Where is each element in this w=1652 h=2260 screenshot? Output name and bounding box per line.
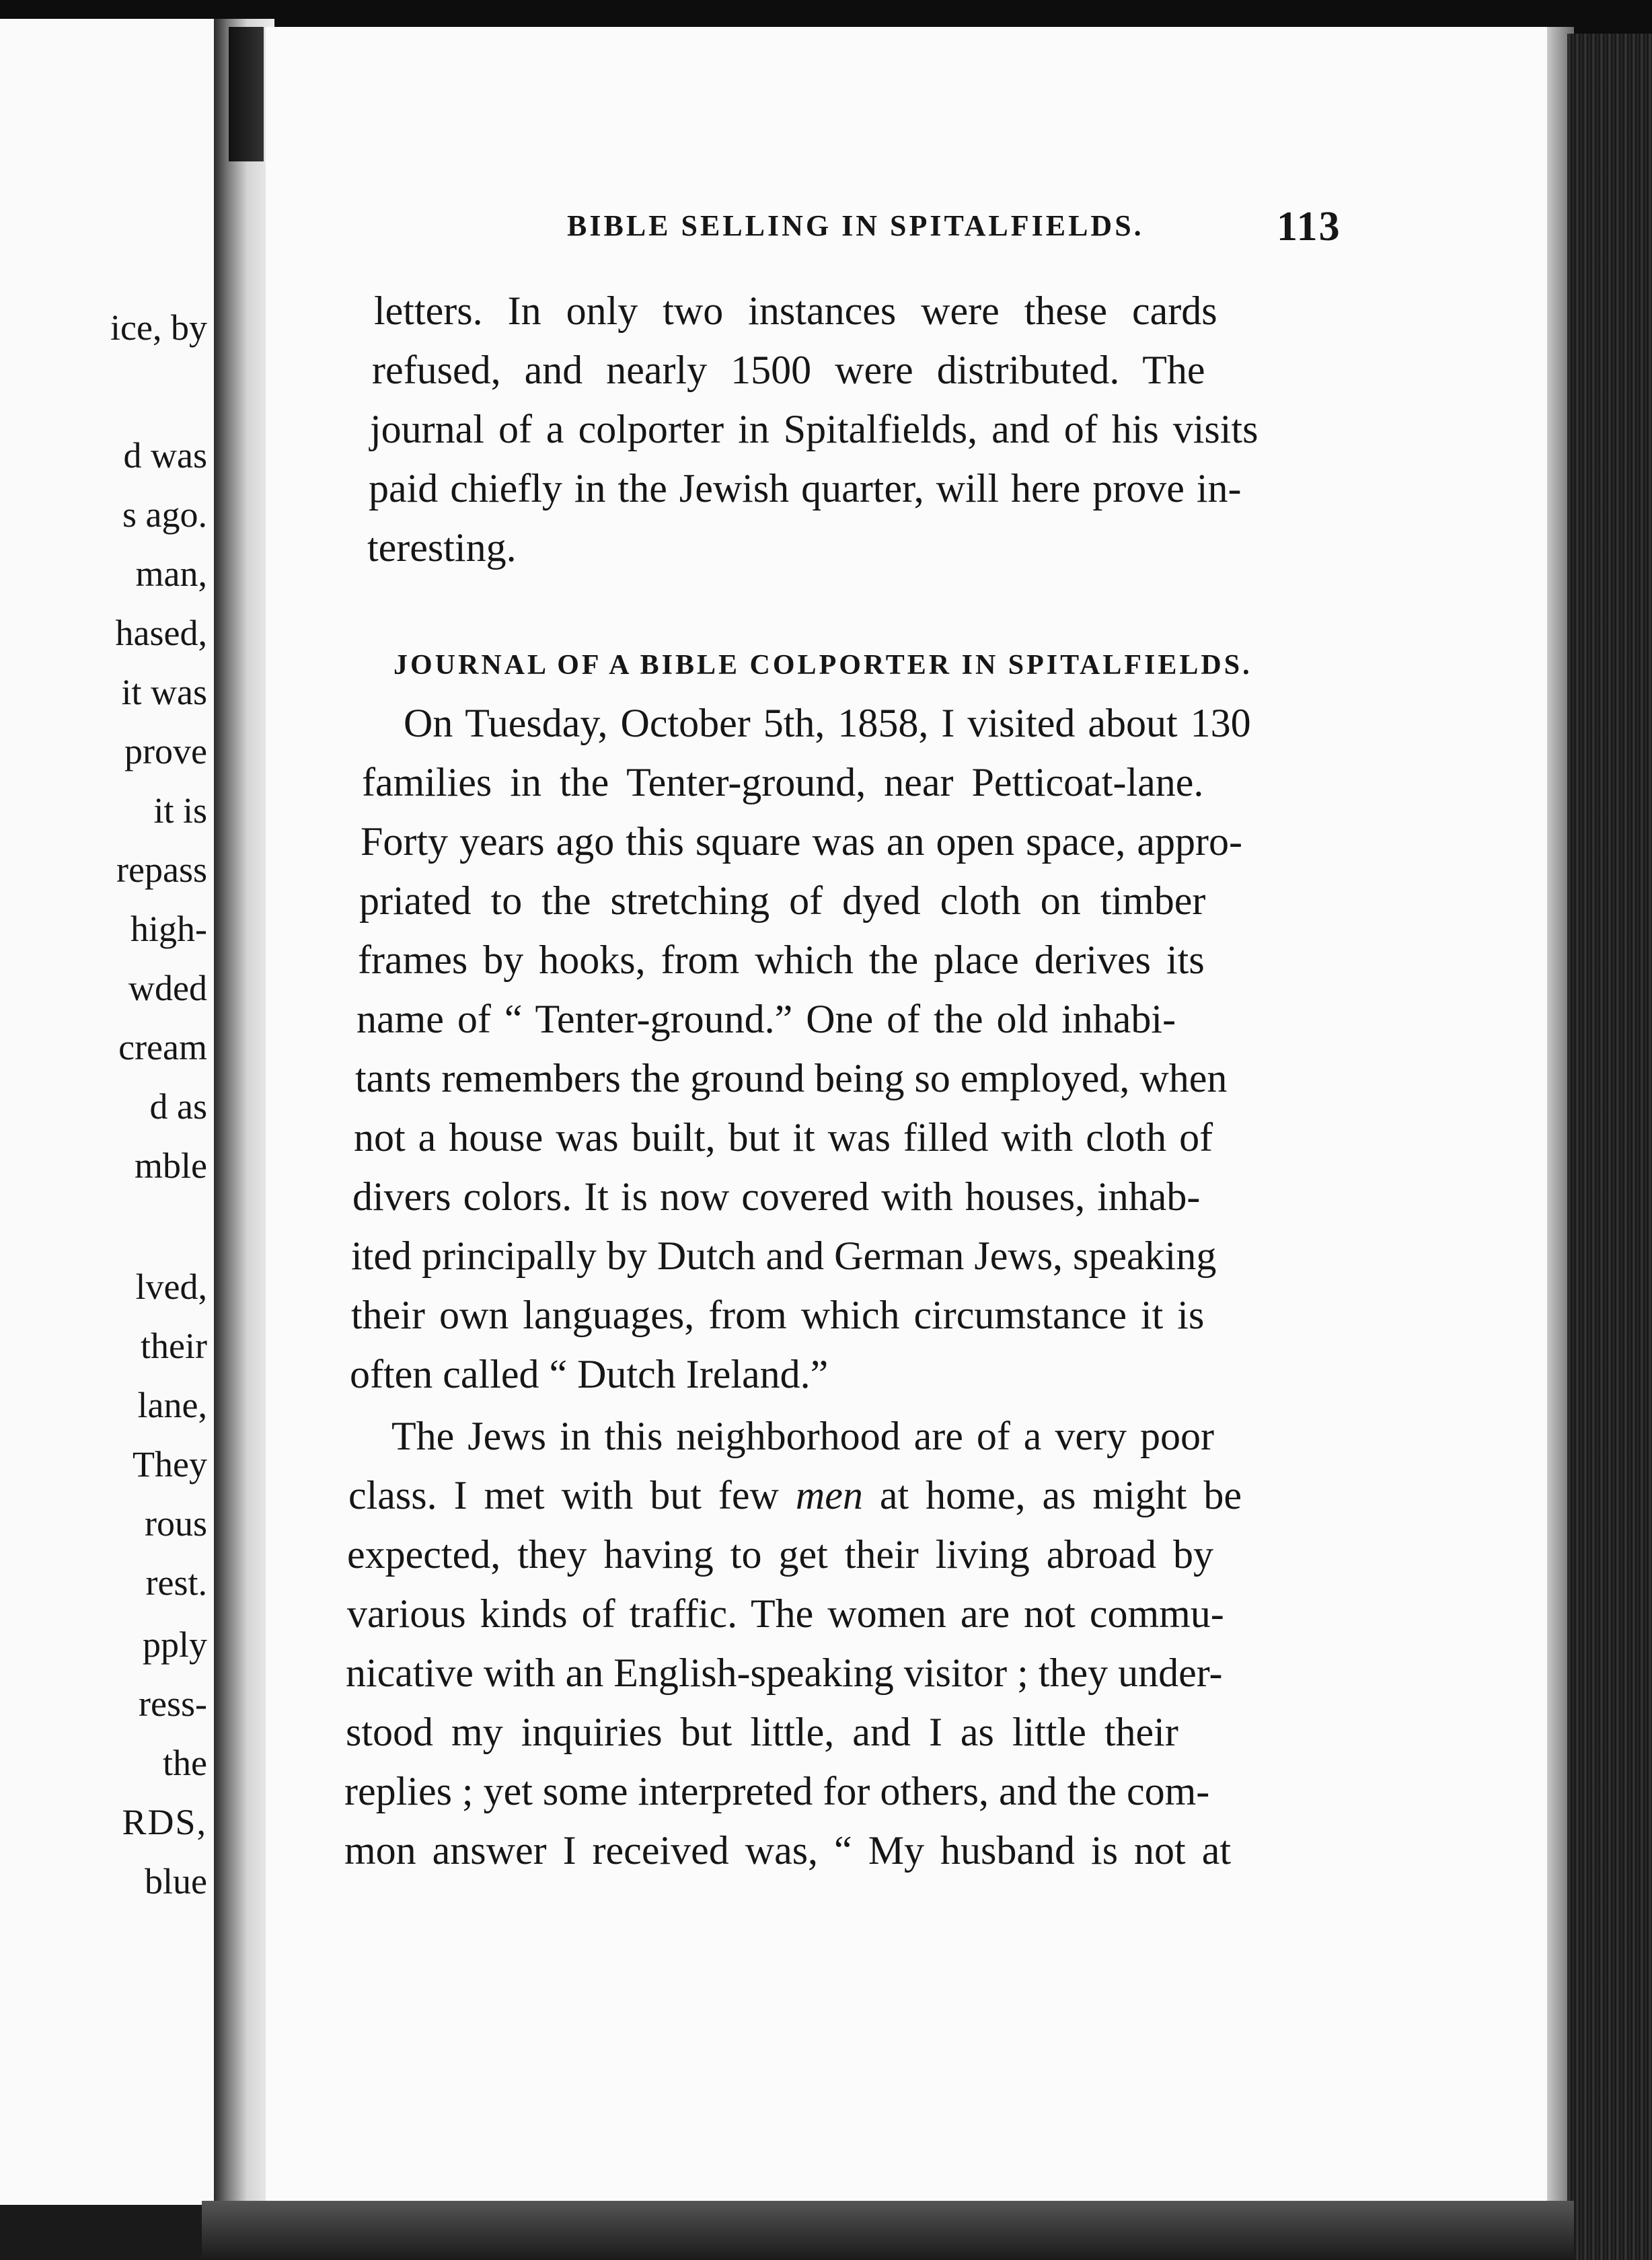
- text-run: nicative with an English-speaking visitor ; they under-: [346, 1651, 1223, 1695]
- left-line: blue: [145, 1861, 207, 1901]
- body-line: Forty years ago this square was an open space, appro-: [361, 819, 1242, 864]
- left-line: lane,: [137, 1385, 207, 1425]
- body-line: [346, 1653, 1223, 1693]
- body-line: [347, 1534, 1213, 1575]
- body-line: ited principally by Dutch and German Jews, speaking: [351, 1234, 1217, 1278]
- body-line: divers colors. It is now covered with houses, inhab-: [352, 1174, 1201, 1219]
- body-line: [344, 1830, 1231, 1871]
- body-line: priated to the stretching of dyed cloth on timber: [359, 878, 1206, 923]
- body-line: [391, 1416, 1214, 1456]
- text-run: expected, they having to get their living abroad by: [347, 1532, 1213, 1577]
- left-line: high-: [130, 909, 207, 949]
- text-run: The Jews in this neighborhood are of a very poor: [391, 1414, 1215, 1458]
- body-line: refused, and nearly 1500 were distributed. The: [372, 348, 1205, 392]
- body-line: [347, 1593, 1224, 1634]
- body-line: name of “ Tenter-ground.” One of the old inhabi-: [356, 997, 1176, 1041]
- left-line: hased,: [115, 613, 207, 653]
- left-line: ress-: [139, 1684, 207, 1724]
- left-line: repass: [116, 850, 207, 890]
- text-run: replies ; yet some interpreted for others, and the com-: [344, 1769, 1210, 1813]
- text-run: class. I met with but few: [348, 1473, 796, 1517]
- left-line: mble: [135, 1145, 207, 1186]
- left-line: their: [141, 1326, 207, 1366]
- left-line: it is: [153, 790, 207, 831]
- body-line: On Tuesday, October 5th, 1858, I visited about 130: [404, 701, 1251, 745]
- left-line: d was: [123, 435, 207, 476]
- left-line: cream: [118, 1027, 207, 1067]
- body-line: frames by hooks, from which the place derives its: [358, 938, 1205, 982]
- left-line: it was: [121, 672, 207, 712]
- left-line: d as: [149, 1086, 207, 1127]
- body-line: tants remembers the ground being so employed, when: [355, 1056, 1228, 1100]
- body-line: their own languages, from which circumstance it is: [351, 1293, 1205, 1337]
- left-line: man,: [135, 554, 207, 594]
- body-line: often called “ Dutch Ireland.”: [350, 1352, 829, 1396]
- body-line: teresting.: [367, 525, 517, 570]
- left-line: wded: [128, 968, 207, 1008]
- body-line: not a house was built, but it was filled with cloth of: [354, 1115, 1213, 1160]
- gutter-shadow: [229, 27, 264, 161]
- text-run: various kinds of traffic. The women are not commu-: [347, 1591, 1224, 1636]
- page-number: 113: [1277, 204, 1341, 250]
- left-facing-page: [0, 19, 214, 2205]
- text-run: at home, as might be: [862, 1473, 1242, 1517]
- body-line: families in the Tenter-ground, near Petticoat-lane.: [362, 760, 1204, 804]
- book-fore-edge: [1567, 34, 1652, 2260]
- left-line: prove: [124, 731, 207, 771]
- left-line: rous: [145, 1503, 207, 1544]
- left-line: They: [133, 1444, 207, 1484]
- left-line: pply: [142, 1624, 207, 1665]
- italic-word: men: [795, 1473, 863, 1517]
- running-head: BIBLE SELLING IN SPITALFIELDS.: [567, 209, 1144, 242]
- body-line: journal of a colporter in Spitalfields, and of his visits: [370, 407, 1259, 451]
- left-line: RDS,: [122, 1802, 207, 1842]
- section-heading: JOURNAL OF A BIBLE COLPORTER IN SPITALFIELDS.: [393, 650, 1252, 681]
- left-line: the: [163, 1743, 207, 1783]
- body-line: [344, 1771, 1209, 1811]
- text-run: stood my inquiries but little, and I as little their: [346, 1710, 1178, 1754]
- left-line: s ago.: [122, 494, 207, 535]
- body-line: [348, 1475, 1242, 1515]
- left-line: ice, by: [110, 307, 207, 348]
- body-line: [346, 1712, 1178, 1752]
- body-line: letters. In only two instances were these cards: [374, 289, 1217, 333]
- text-run: mon answer I received was, “ My husband is not at: [344, 1828, 1232, 1873]
- body-line: paid chiefly in the Jewish quarter, will here prove in-: [369, 466, 1242, 511]
- bottom-edge-shadow: [202, 2201, 1574, 2260]
- left-line: lved,: [135, 1267, 207, 1307]
- left-line: rest.: [145, 1562, 207, 1603]
